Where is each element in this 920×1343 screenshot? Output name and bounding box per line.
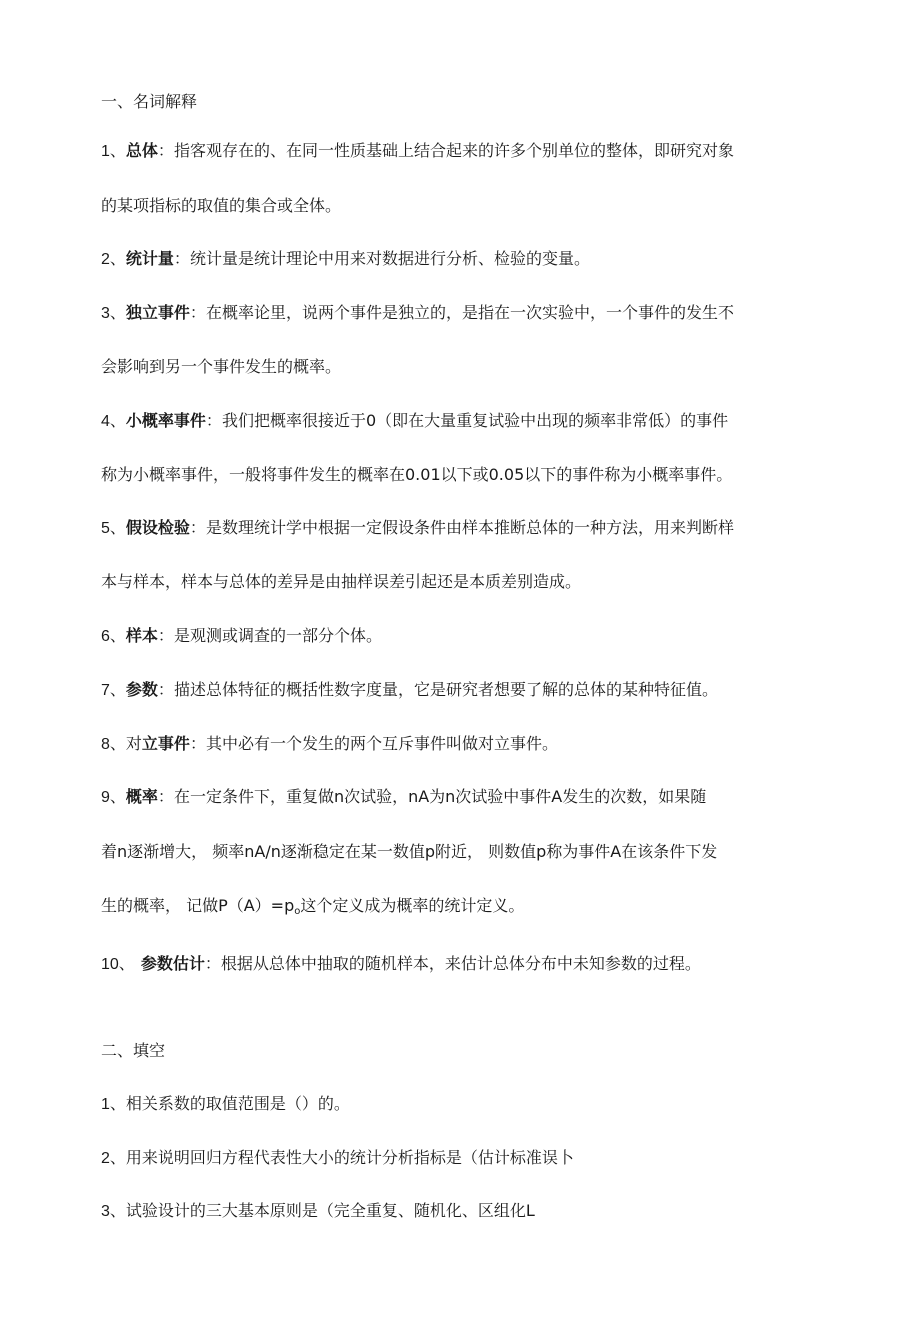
separator: ： — [204, 954, 221, 973]
term: 统计量 — [125, 249, 174, 268]
term: 立事件 — [141, 734, 190, 753]
term: 概率 — [125, 787, 158, 806]
section-heading-definitions: 一、名词解释 — [101, 92, 198, 111]
term-prefix: 对 — [125, 734, 142, 753]
fill-in-item-3 — [101, 1200, 535, 1223]
definition-text: 在概率论里，说两个事件是独立的，是指在一次实验中，一个事件的发生不 — [205, 303, 734, 322]
term: 参数 — [125, 680, 158, 699]
item-number: 6、 — [101, 628, 126, 645]
item-number: 1、 — [101, 143, 126, 160]
definition-text: 指客观存在的、在同一性质基础上结合起来的许多个别单位的整体，即研究对象 — [173, 141, 734, 160]
item-number: 2、 — [101, 1150, 126, 1167]
definition-text: 这个定义成为概率的统计定义。 — [300, 896, 525, 915]
item-number: 3、 — [101, 1203, 126, 1220]
question-text: 用来说明回归方程代表性大小的统计分析指标是（估计标准误卜 — [125, 1148, 574, 1167]
definition-item-9-line-3 — [101, 895, 524, 923]
separator: ： — [157, 787, 174, 806]
item-number: 9、 — [101, 789, 126, 806]
definition-item-3-line-2: 会影响到另一个事件发生的概率。 — [101, 357, 342, 376]
definition-text: 根据从总体中抽取的随机样本，来估计总体分布中未知参数的过程。 — [220, 954, 701, 973]
definition-item-5 — [101, 517, 734, 540]
definition-item-3 — [101, 302, 734, 325]
definition-item-10 — [101, 953, 701, 976]
definition-item-1-line-2: 的某项指标的取值的集合或全体。 — [101, 196, 342, 215]
term: 总体 — [125, 141, 158, 160]
definition-item-4 — [101, 410, 728, 433]
separator: ： — [157, 680, 174, 699]
item-number: 10、 — [101, 956, 135, 973]
item-number: 4、 — [101, 413, 126, 430]
definition-text: 我们把概率很接近于0（即在大量重复试验中出现的频率非常低）的事件 — [221, 411, 729, 430]
separator: ： — [189, 303, 206, 322]
term: 小概率事件 — [125, 411, 206, 430]
term: 假设检验 — [125, 518, 190, 537]
section-heading-fill-in: 二、填空 — [101, 1041, 166, 1060]
separator: ： — [157, 626, 174, 645]
definition-item-6 — [101, 625, 382, 648]
fill-in-item-1 — [101, 1093, 350, 1116]
definition-item-7 — [101, 679, 718, 702]
definition-item-5-line-2: 本与样本，样本与总体的差异是由抽样误差引起还是本质差别造成。 — [101, 572, 582, 591]
separator: ： — [157, 141, 174, 160]
question-text: 试验设计的三大基本原则是（完全重复、随机化、区组化L — [125, 1201, 535, 1220]
subscript: o — [294, 906, 301, 917]
definition-item-2 — [101, 248, 590, 271]
definition-text: 统计量是统计理论中用来对数据进行分析、检验的变量。 — [189, 249, 590, 268]
definition-text: 生的概率， 记做P（A）=p — [101, 896, 295, 915]
separator: ： — [205, 411, 222, 430]
term: 独立事件 — [125, 303, 190, 322]
definition-item-1 — [101, 140, 734, 163]
question-text: 相关系数的取值范围是（）的。 — [125, 1094, 350, 1113]
item-number: 1、 — [101, 1096, 126, 1113]
definition-text: 描述总体特征的概括性数字度量，它是研究者想要了解的总体的某种特征值。 — [173, 680, 718, 699]
term: 参数估计 — [140, 954, 205, 973]
separator: ： — [189, 734, 206, 753]
fill-in-item-2 — [101, 1147, 574, 1170]
item-number: 2、 — [101, 251, 126, 268]
definition-text: 是观测或调查的一部分个体。 — [173, 626, 382, 645]
item-number: 8、 — [101, 736, 126, 753]
separator: ： — [189, 518, 206, 537]
separator: ： — [173, 249, 190, 268]
definition-item-8 — [101, 733, 558, 756]
definition-text: 是数理统计学中根据一定假设条件由样本推断总体的一种方法，用来判断样 — [205, 518, 734, 537]
definition-item-9-line-2: 着n逐渐增大， 频率nA/n逐渐稳定在某一数值p附近， 则数值p称为事件A在该条件下发 — [101, 842, 718, 861]
definition-item-4-line-2: 称为小概率事件，一般将事件发生的概率在0.01以下或0.05以下的事件称为小概率事件。 — [101, 465, 733, 484]
definition-text: 在一定条件下，重复做n次试验，nA为n次试验中事件A发生的次数，如果随 — [173, 787, 707, 806]
term: 样本 — [125, 626, 158, 645]
item-number: 5、 — [101, 520, 126, 537]
definition-item-9 — [101, 786, 706, 809]
definition-text: 其中必有一个发生的两个互斥事件叫做对立事件。 — [205, 734, 558, 753]
item-number: 7、 — [101, 682, 126, 699]
item-number: 3、 — [101, 305, 126, 322]
